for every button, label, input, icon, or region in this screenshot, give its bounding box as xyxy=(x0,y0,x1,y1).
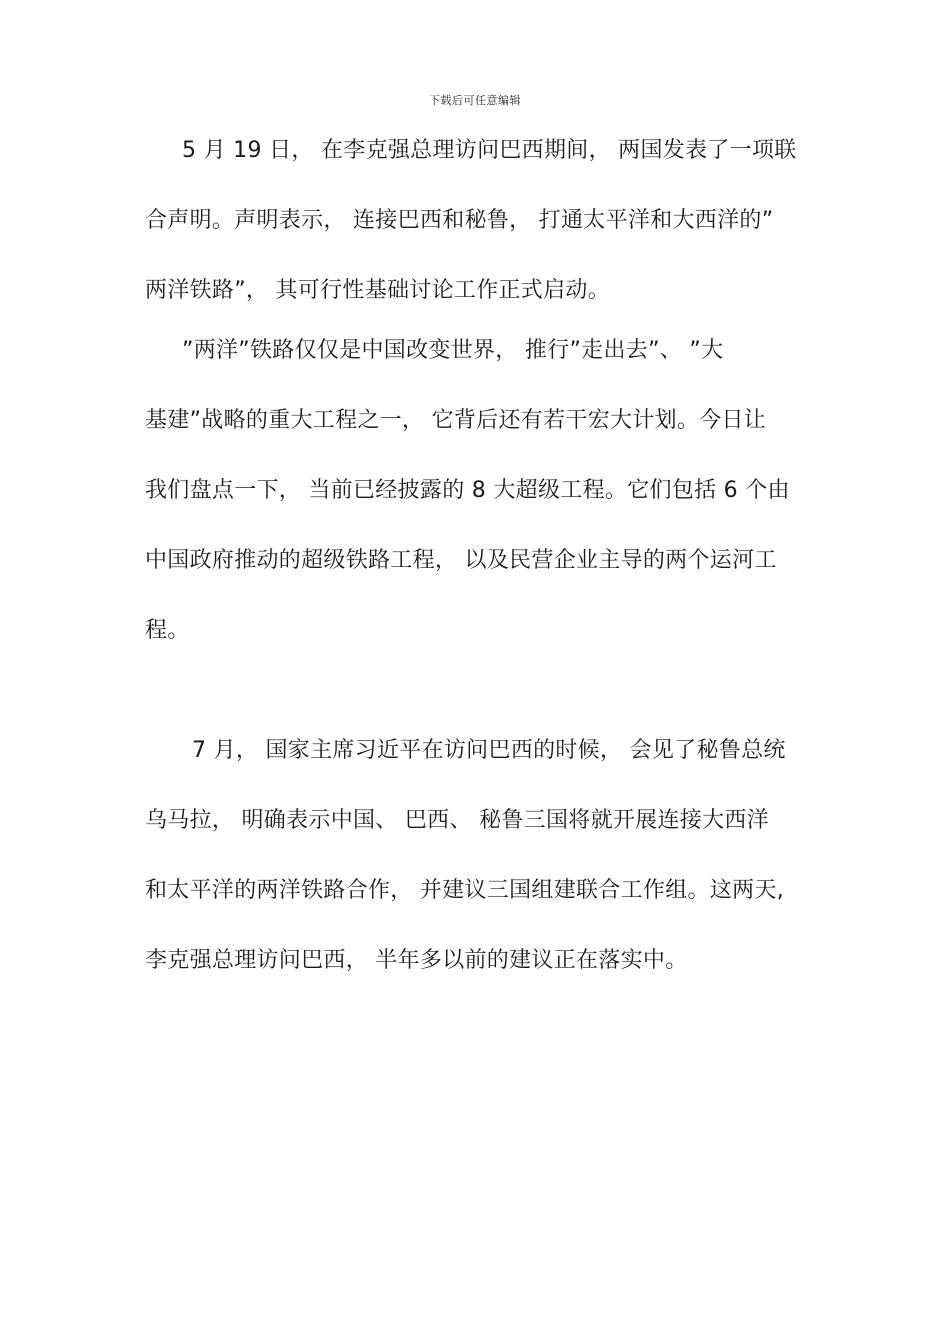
paragraph-3-line-1: 7 月， 国家主席习近平在访问巴西的时候， 会见了秘鲁总统 xyxy=(192,738,786,763)
paragraph-3-line-3: 和太平洋的两洋铁路合作， 并建议三国组建联合工作组。这两天, xyxy=(145,878,784,903)
paragraph-1-line-1: 5 月 19 日， 在李克强总理访问巴西期间， 两国发表了一项联 xyxy=(182,138,797,163)
paragraph-1-line-2: 合声明。声明表示， 连接巴西和秘鲁， 打通太平洋和大西洋的” xyxy=(145,208,774,233)
paragraph-2-line-3: 我们盘点一下， 当前已经披露的 8 大超级工程。它们包括 6 个由 xyxy=(145,478,790,503)
paragraph-2-line-5: 程。 xyxy=(145,618,190,643)
paragraph-2-line-4: 中国政府推动的超级铁路工程， 以及民营企业主导的两个运河工 xyxy=(145,548,777,573)
paragraph-2-line-1: ”两洋”铁路仅仅是中国改变世界， 推行”走出去”、 ”大 xyxy=(182,338,724,363)
paragraph-3-line-4: 李克强总理访问巴西， 半年多以前的建议正在落实中。 xyxy=(145,948,688,973)
page-header: 下载后可任意编辑 xyxy=(429,94,521,107)
paragraph-2-line-2: 基建”战略的重大工程之一， 它背后还有若干宏大计划。今日让 xyxy=(145,408,767,433)
paragraph-1-line-3: 两洋铁路”， 其可行性基础讨论工作正式启动。 xyxy=(145,278,610,303)
paragraph-3-line-2: 乌马拉， 明确表示中国、 巴西、 秘鲁三国将就开展连接大西洋 xyxy=(145,808,769,833)
